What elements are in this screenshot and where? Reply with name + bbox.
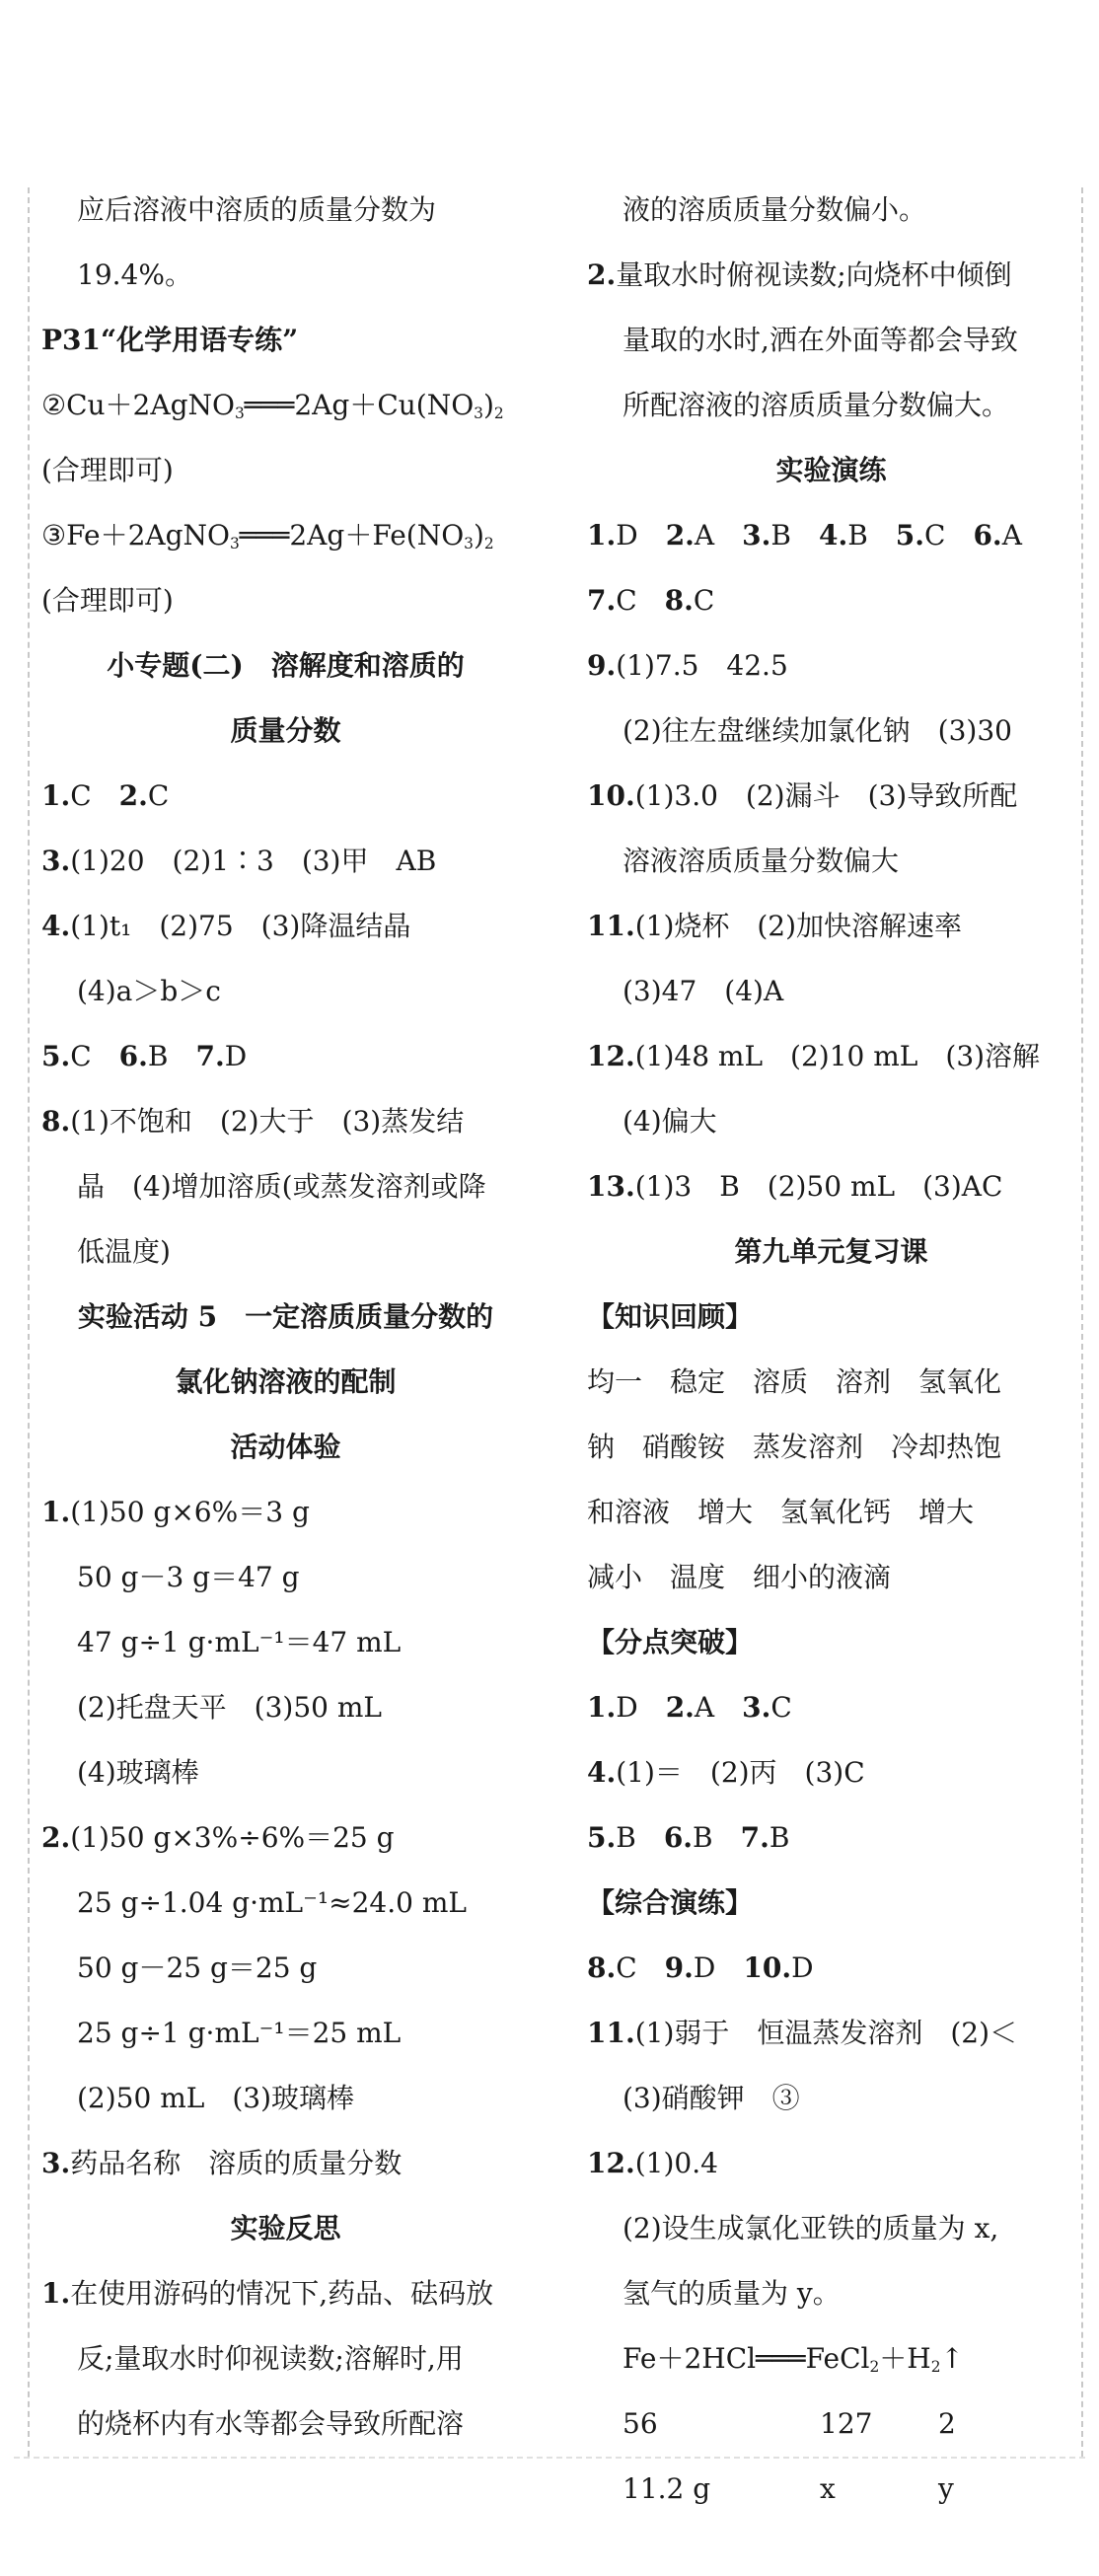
question-number: 8. bbox=[41, 1105, 71, 1138]
right-line: 减小 温度 细小的液滴 bbox=[587, 1561, 892, 1593]
right-line bbox=[587, 2001, 1075, 2066]
left-line: 实验活动 5 一定溶质质量分数的 bbox=[77, 1300, 494, 1333]
bottom-rule bbox=[14, 2457, 1085, 2459]
right-line: (3)硝酸钾 ③ bbox=[623, 2082, 800, 2114]
equation-part: 3 bbox=[234, 404, 245, 422]
question-number: 2. bbox=[587, 258, 617, 291]
left-line bbox=[41, 2261, 530, 2326]
equation-part: 2 bbox=[483, 534, 494, 552]
question-number: 5. bbox=[895, 519, 925, 552]
right-line bbox=[587, 1675, 1075, 1740]
question-number: 8. bbox=[664, 584, 694, 617]
question-number: 12. bbox=[587, 1040, 635, 1072]
equation-part: ③Fe＋2AgNO bbox=[41, 519, 230, 552]
question-number: 12. bbox=[587, 2147, 635, 2179]
equation-part: 3 bbox=[474, 404, 483, 422]
question-number: 4. bbox=[587, 1756, 617, 1789]
equation-part: ＋H bbox=[879, 2342, 931, 2375]
right-line: 均一 稳定 溶质 溶剂 氢氧化 bbox=[587, 1365, 1002, 1398]
answer-text: D bbox=[224, 1040, 248, 1072]
question-number: 2. bbox=[665, 519, 695, 552]
answer-text: (1)20 (2)1∶3 (3)甲 AB bbox=[70, 845, 437, 877]
left-line bbox=[41, 764, 530, 829]
right-line bbox=[587, 2392, 1075, 2457]
answer-text: B bbox=[693, 1821, 741, 1854]
question-number: 7. bbox=[195, 1040, 225, 1072]
question-number: 1. bbox=[587, 1691, 617, 1724]
right-line: 溶液溶质质量分数偏大 bbox=[623, 845, 900, 877]
stoich-cell: x bbox=[820, 2472, 836, 2505]
question-number: 9. bbox=[664, 1951, 694, 1984]
equation-part: ↑ bbox=[940, 2342, 964, 2375]
left-line bbox=[41, 1024, 530, 1089]
stoich-cell: 2 bbox=[938, 2407, 956, 2440]
answer-text: C bbox=[147, 779, 170, 812]
right-line bbox=[587, 503, 1075, 568]
right-line bbox=[587, 1024, 1075, 1089]
question-number: 5. bbox=[587, 1821, 617, 1854]
question-number: 4. bbox=[818, 519, 848, 552]
answer-text: C bbox=[70, 1040, 119, 1072]
question-number: 7. bbox=[740, 1821, 769, 1854]
right-line: 【综合演练】 bbox=[587, 1886, 754, 1919]
right-line: 钠 硝酸铵 蒸发溶剂 冷却热饱 bbox=[587, 1431, 1002, 1463]
answer-text: A bbox=[1001, 519, 1022, 552]
question-number: 6. bbox=[663, 1821, 694, 1854]
question-number: 4. bbox=[41, 910, 71, 942]
answer-text: (1)50 g×6%＝3 g bbox=[70, 1496, 310, 1528]
answer-text: (1)烧杯 (2)加快溶解速率 bbox=[634, 910, 963, 942]
stoich-cell: 56 bbox=[623, 2407, 658, 2440]
stoich-cell: 11.2 g bbox=[623, 2472, 711, 2505]
left-line: 应后溶液中溶质的质量分数为 bbox=[77, 193, 437, 226]
question-number: 3. bbox=[742, 1691, 771, 1724]
stoich-cell: 127 bbox=[820, 2407, 873, 2440]
question-number: 6. bbox=[973, 519, 1002, 552]
left-line: (4)a＞b＞c bbox=[77, 975, 221, 1007]
right-line bbox=[587, 568, 1075, 633]
left-line: 50 g－25 g＝25 g bbox=[77, 1951, 318, 1984]
right-line: 第九单元复习课 bbox=[734, 1235, 928, 1268]
left-line: (合理即可) bbox=[41, 454, 174, 486]
question-number: 1. bbox=[41, 1496, 71, 1528]
left-line: 氯化钠溶液的配制 bbox=[175, 1365, 397, 1398]
left-line: 晶 (4)增加溶质(或蒸发溶剂或降 bbox=[77, 1170, 486, 1203]
left-line: 实验反思 bbox=[230, 2212, 341, 2245]
left-line bbox=[41, 1480, 530, 1545]
answer-text: (1)7.5 42.5 bbox=[616, 649, 788, 682]
answer-text: A bbox=[694, 1691, 743, 1724]
left-line: (2)50 mL (3)玻璃棒 bbox=[77, 2082, 354, 2114]
right-line: 量取的水时,洒在外面等都会导致 bbox=[623, 324, 1018, 356]
question-number: 1. bbox=[587, 519, 617, 552]
answer-text: B bbox=[616, 1821, 664, 1854]
answer-text: 在使用游码的情况下,药品、砝码放 bbox=[70, 2277, 494, 2310]
left-line: 47 g÷1 g·mL⁻¹＝47 mL bbox=[77, 1626, 402, 1658]
equation-part: 2 bbox=[930, 2357, 941, 2376]
left-line: 25 g÷1 g·mL⁻¹＝25 mL bbox=[77, 2017, 402, 2049]
answer-text: C bbox=[924, 519, 974, 552]
right-line bbox=[587, 1740, 1075, 1805]
question-number: 8. bbox=[587, 1951, 617, 1984]
answer-text: (1)3 B (2)50 mL (3)AC bbox=[634, 1170, 1003, 1203]
left-line: 19.4%。 bbox=[77, 258, 192, 291]
right-line bbox=[587, 2326, 1075, 2392]
answer-text: A bbox=[694, 519, 743, 552]
question-number: 11. bbox=[587, 910, 635, 942]
right-line: 【知识回顾】 bbox=[587, 1300, 754, 1333]
right-line bbox=[587, 243, 1075, 308]
equation-part: 2 bbox=[493, 404, 504, 422]
answer-text: (1)50 g×3%÷6%＝25 g bbox=[70, 1821, 395, 1854]
left-line: (4)玻璃棒 bbox=[77, 1756, 199, 1789]
answer-text: (1)0.4 bbox=[634, 2147, 718, 2179]
answer-text: B bbox=[147, 1040, 196, 1072]
question-number: 2. bbox=[665, 1691, 695, 1724]
left-line: 质量分数 bbox=[230, 714, 341, 747]
equation-part: ) bbox=[482, 389, 494, 421]
left-line: 小专题(二) 溶解度和溶质的 bbox=[107, 649, 465, 682]
equation-part: 3 bbox=[464, 534, 474, 552]
question-number: 5. bbox=[41, 1040, 71, 1072]
answer-text: B bbox=[847, 519, 896, 552]
answer-text: D bbox=[616, 519, 666, 552]
question-number: 13. bbox=[587, 1170, 635, 1203]
question-number: 1. bbox=[41, 2277, 71, 2310]
equation-part: ═══2Ag＋Fe(NO bbox=[239, 519, 465, 552]
left-line: (2)托盘天平 (3)50 mL bbox=[77, 1691, 382, 1724]
question-number: 7. bbox=[587, 584, 617, 617]
right-line bbox=[587, 764, 1075, 829]
left-line bbox=[41, 1089, 530, 1154]
left-line bbox=[41, 2131, 530, 2196]
answer-text: (1)＝ (2)丙 (3)C bbox=[616, 1756, 865, 1789]
answer-text: C bbox=[616, 1951, 665, 1984]
question-number: 9. bbox=[587, 649, 617, 682]
right-line: 【分点突破】 bbox=[587, 1626, 754, 1658]
equation-part: Fe＋2HCl═══FeCl bbox=[623, 2342, 870, 2375]
left-line: 活动体验 bbox=[230, 1431, 341, 1463]
answer-text: C bbox=[616, 584, 665, 617]
right-line bbox=[587, 894, 1075, 959]
question-number: 6. bbox=[118, 1040, 148, 1072]
answer-text: (1)不饱和 (2)大于 (3)蒸发结 bbox=[70, 1105, 465, 1138]
answer-text: D bbox=[791, 1951, 814, 1984]
left-line bbox=[41, 503, 530, 568]
left-line: 反;量取水时仰视读数;溶解时,用 bbox=[77, 2342, 464, 2375]
question-number: 3. bbox=[41, 2147, 71, 2179]
answer-text: (1)弱于 恒温蒸发溶剂 (2)＜ bbox=[634, 2017, 1018, 2049]
right-line: 实验演练 bbox=[775, 454, 887, 486]
answer-text: B bbox=[769, 1821, 790, 1854]
answer-text: (1)t₁ (2)75 (3)降温结晶 bbox=[70, 910, 411, 942]
right-margin-rule bbox=[1081, 187, 1083, 2457]
right-line: (4)偏大 bbox=[623, 1105, 717, 1138]
left-line bbox=[41, 373, 530, 438]
equation-part: 2 bbox=[869, 2357, 880, 2376]
left-line: 25 g÷1.04 g·mL⁻¹≈24.0 mL bbox=[77, 1886, 467, 1919]
question-number: 3. bbox=[742, 519, 771, 552]
right-line bbox=[587, 1154, 1075, 1219]
left-margin-rule bbox=[28, 187, 30, 2457]
answer-text: D bbox=[616, 1691, 666, 1724]
left-line: 50 g－3 g＝47 g bbox=[77, 1561, 300, 1593]
answer-text: D bbox=[693, 1951, 744, 1984]
answer-text: C bbox=[70, 779, 119, 812]
stoich-cell: y bbox=[938, 2472, 954, 2505]
right-line: 液的溶质质量分数偏小。 bbox=[623, 193, 927, 226]
right-line: 氢气的质量为 y。 bbox=[623, 2277, 841, 2310]
answer-text: C bbox=[693, 584, 715, 617]
left-line: 低温度) bbox=[77, 1235, 171, 1268]
left-line bbox=[41, 829, 530, 894]
left-line: P31“化学用语专练” bbox=[41, 324, 299, 356]
right-line: 所配溶液的溶质质量分数偏大。 bbox=[623, 389, 1010, 421]
right-line bbox=[587, 633, 1075, 699]
equation-part: 3 bbox=[229, 534, 240, 552]
right-column bbox=[587, 178, 1075, 2522]
left-column bbox=[41, 178, 530, 2457]
answer-text: B bbox=[770, 519, 819, 552]
left-line bbox=[41, 894, 530, 959]
question-number: 1. bbox=[41, 779, 71, 812]
answer-text: C bbox=[770, 1691, 792, 1724]
right-line bbox=[587, 1936, 1075, 2001]
right-line: 和溶液 增大 氢氧化钙 增大 bbox=[587, 1496, 975, 1528]
left-line: 的烧杯内有水等都会导致所配溶 bbox=[77, 2407, 465, 2440]
right-line: (2)往左盘继续加氯化钠 (3)30 bbox=[623, 714, 1012, 747]
question-number: 11. bbox=[587, 2017, 635, 2049]
answer-text: 量取水时俯视读数;向烧杯中倾倒 bbox=[616, 258, 1012, 291]
left-line bbox=[41, 1805, 530, 1871]
answer-text: (1)48 mL (2)10 mL (3)溶解 bbox=[634, 1040, 1041, 1072]
answer-text: (1)3.0 (2)漏斗 (3)导致所配 bbox=[634, 779, 1018, 812]
question-number: 2. bbox=[41, 1821, 71, 1854]
right-line bbox=[587, 2131, 1075, 2196]
equation-part: ═══2Ag＋Cu(NO bbox=[244, 389, 475, 421]
equation-part: ②Cu＋2AgNO bbox=[41, 389, 235, 421]
question-number: 10. bbox=[743, 1951, 792, 1984]
answer-text: 药品名称 溶质的质量分数 bbox=[70, 2147, 403, 2179]
right-line: (3)47 (4)A bbox=[623, 975, 784, 1007]
question-number: 10. bbox=[587, 779, 635, 812]
left-line: (合理即可) bbox=[41, 584, 174, 617]
right-line: (2)设生成氯化亚铁的质量为 x, bbox=[623, 2212, 999, 2245]
right-line bbox=[587, 1805, 1075, 1871]
question-number: 2. bbox=[118, 779, 148, 812]
right-line bbox=[587, 2457, 1075, 2522]
equation-part: ) bbox=[473, 519, 484, 552]
question-number: 3. bbox=[41, 845, 71, 877]
